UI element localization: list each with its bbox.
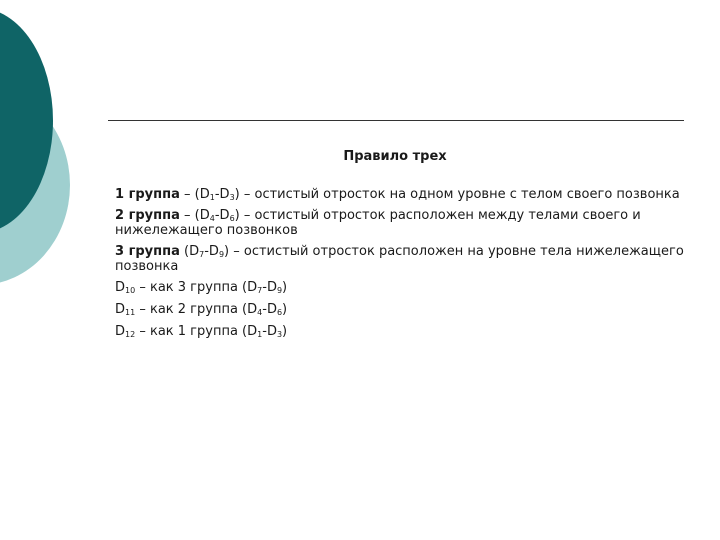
- exception-d10: $D_{10}$ – как 3 группа $(D_7-D_9)$: [115, 280, 288, 295]
- group-1-label: 1 группа: [115, 187, 180, 202]
- group-2-paragraph: 2 группа – $(D_4-D_6)$ – остистый отросток расположен между телами своего и нижележащего позвонков: [115, 208, 641, 238]
- group-1-description: ) – остистый отросток на одном уровне с телом своего позвонка: [234, 187, 680, 202]
- group-2-label: 2 группа: [115, 208, 180, 223]
- group-2-description: ) – остистый отросток расположен между телами своего и нижележащего позвонков: [115, 208, 641, 238]
- exception-d12: $D_{12}$ – как 1 группа $(D_1-D_3)$: [115, 324, 288, 339]
- slide-content: [115, 187, 690, 346]
- group-3-label: 3 группа: [115, 244, 180, 259]
- group-3-description: ) – остистый отросток расположен на уровне тела нижележащего позвонка: [115, 244, 684, 274]
- group-3-paragraph: 3 группа $(D_7-D_9)$ – остистый отросток расположен на уровне тела нижележащего позвонка: [115, 244, 684, 274]
- group-1-paragraph: 1 группа – $(D_1-D_3)$ – остистый отросток на одном уровне с телом своего позвонка: [115, 187, 680, 202]
- slide-title: Правило трех: [343, 149, 447, 164]
- title-divider: [108, 120, 684, 121]
- exception-d11: $D_{11}$ – как 2 группа $(D_4-D_6)$: [115, 302, 288, 317]
